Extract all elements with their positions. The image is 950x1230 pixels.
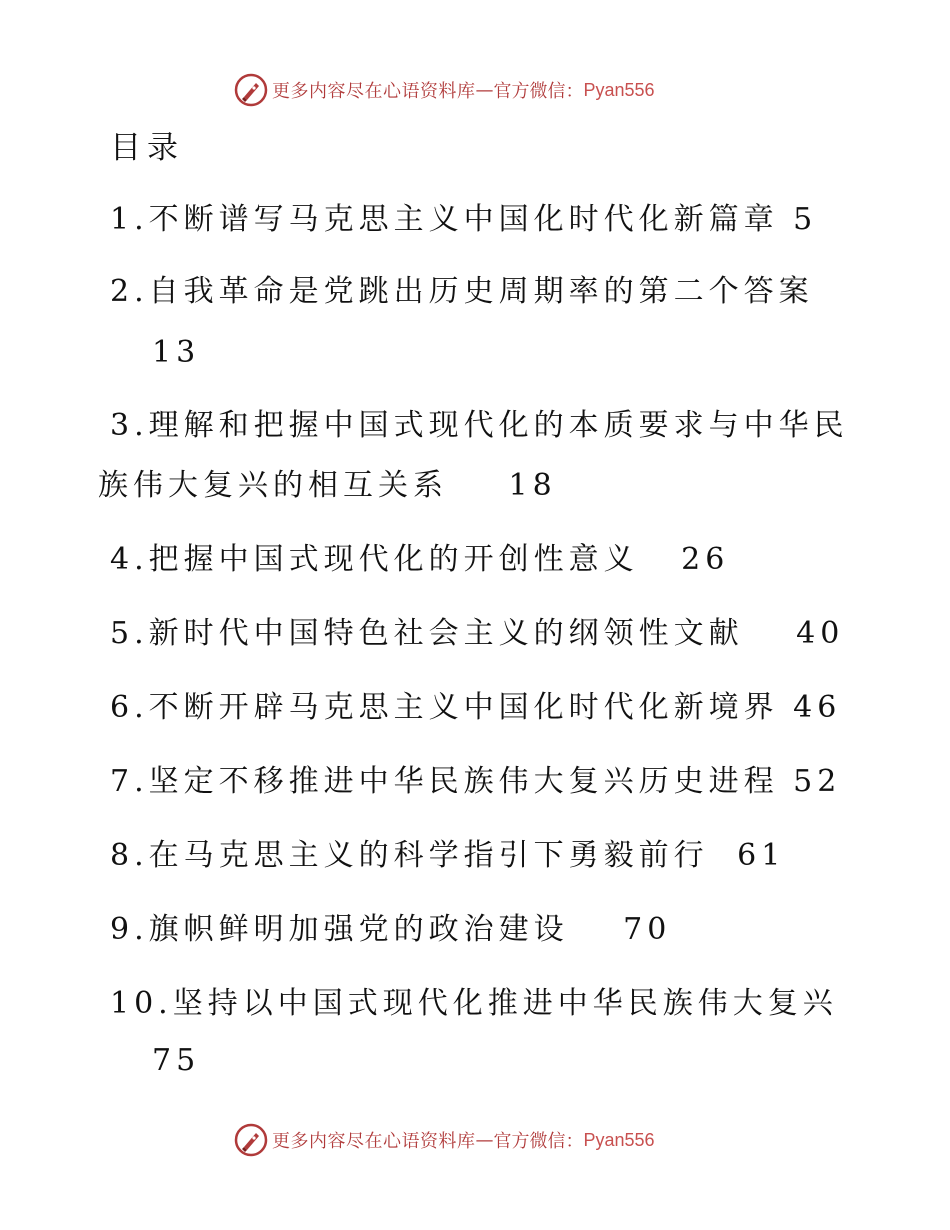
toc-entry-5[interactable] xyxy=(110,614,844,654)
banner-separator: — xyxy=(475,1129,494,1151)
banner-separator: — xyxy=(475,79,494,101)
toc-entry-3-cont[interactable] xyxy=(98,466,557,506)
toc-entry-10-page[interactable] xyxy=(152,1041,200,1081)
toc-entry-page: 26 xyxy=(681,542,730,577)
toc-entry-page: 70 xyxy=(623,912,672,947)
toc-entry-title-line2: 族伟大复兴的相互关系 xyxy=(98,468,448,503)
toc-entry-number: 3. xyxy=(110,408,149,443)
toc-entry-title: 在马克思主义的科学指引下勇毅前行 xyxy=(148,838,709,873)
banner-wechat-label: 官方微信： xyxy=(493,81,584,102)
toc-title: 目录 xyxy=(110,130,184,166)
toc-entry-number: 10. xyxy=(110,986,173,1021)
toc-entry-page: 5 xyxy=(793,202,818,237)
banner-account: Pyan556 xyxy=(583,1129,655,1150)
toc-entry-page: 61 xyxy=(737,838,786,873)
toc-entry-10[interactable] xyxy=(110,984,838,1024)
toc-entry-3[interactable] xyxy=(110,406,849,446)
toc-entry-page: 18 xyxy=(508,468,557,503)
toc-entry-number: 4. xyxy=(110,542,149,577)
banner-account: Pyan556 xyxy=(583,79,655,100)
banner-text: 更多内容尽在心语资料库 xyxy=(272,81,476,102)
toc-entry-page: 52 xyxy=(793,764,842,799)
toc-entry-title: 不断谱写马克思主义中国化时代化新篇章 xyxy=(148,202,779,237)
toc-entry-number: 5. xyxy=(110,616,149,651)
toc-entry-7[interactable] xyxy=(110,762,841,802)
footer-banner xyxy=(234,1120,655,1160)
toc-entry-title: 自我革命是党跳出历史周期率的第二个答案 xyxy=(148,274,814,309)
toc-entry-9[interactable] xyxy=(110,910,671,950)
toc-entry-page: 13 xyxy=(152,335,201,370)
toc-entry-2[interactable] xyxy=(110,272,814,312)
toc-entry-number: 9. xyxy=(110,912,149,947)
toc-entry-2-page[interactable] xyxy=(152,333,200,373)
toc-entry-page: 40 xyxy=(796,616,845,651)
toc-entry-title-line1: 理解和把握中国式现代化的本质要求与中华民 xyxy=(148,408,849,443)
toc-entry-page: 46 xyxy=(793,690,842,725)
toc-entry-title: 新时代中国特色社会主义的纲领性文献 xyxy=(148,616,744,651)
toc-entry-8[interactable] xyxy=(110,836,785,876)
toc-entry-1[interactable] xyxy=(110,200,817,240)
banner-text: 更多内容尽在心语资料库 xyxy=(272,1131,476,1152)
toc-entry-6[interactable] xyxy=(110,688,841,728)
toc-entry-title: 把握中国式现代化的开创性意义 xyxy=(148,542,639,577)
toc-entry-title: 不断开辟马克思主义中国化时代化新境界 xyxy=(148,690,779,725)
toc-entry-number: 8. xyxy=(110,838,149,873)
toc-entry-title: 坚持以中国式现代化推进中华民族伟大复兴 xyxy=(172,986,838,1021)
pen-nib-icon xyxy=(234,1123,268,1157)
toc-entry-4[interactable] xyxy=(110,540,729,580)
toc-entry-page: 75 xyxy=(152,1043,201,1078)
toc-entry-title: 坚定不移推进中华民族伟大复兴历史进程 xyxy=(148,764,779,799)
banner-wechat-label: 官方微信： xyxy=(493,1131,584,1152)
toc-entry-title: 旗帜鲜明加强党的政治建设 xyxy=(148,912,569,947)
toc-entry-number: 1. xyxy=(110,202,149,237)
toc-entry-number: 6. xyxy=(110,690,149,725)
pen-nib-icon xyxy=(234,73,268,107)
toc-entry-number: 7. xyxy=(110,764,149,799)
toc-entry-number: 2. xyxy=(110,274,149,309)
header-banner xyxy=(234,70,655,110)
